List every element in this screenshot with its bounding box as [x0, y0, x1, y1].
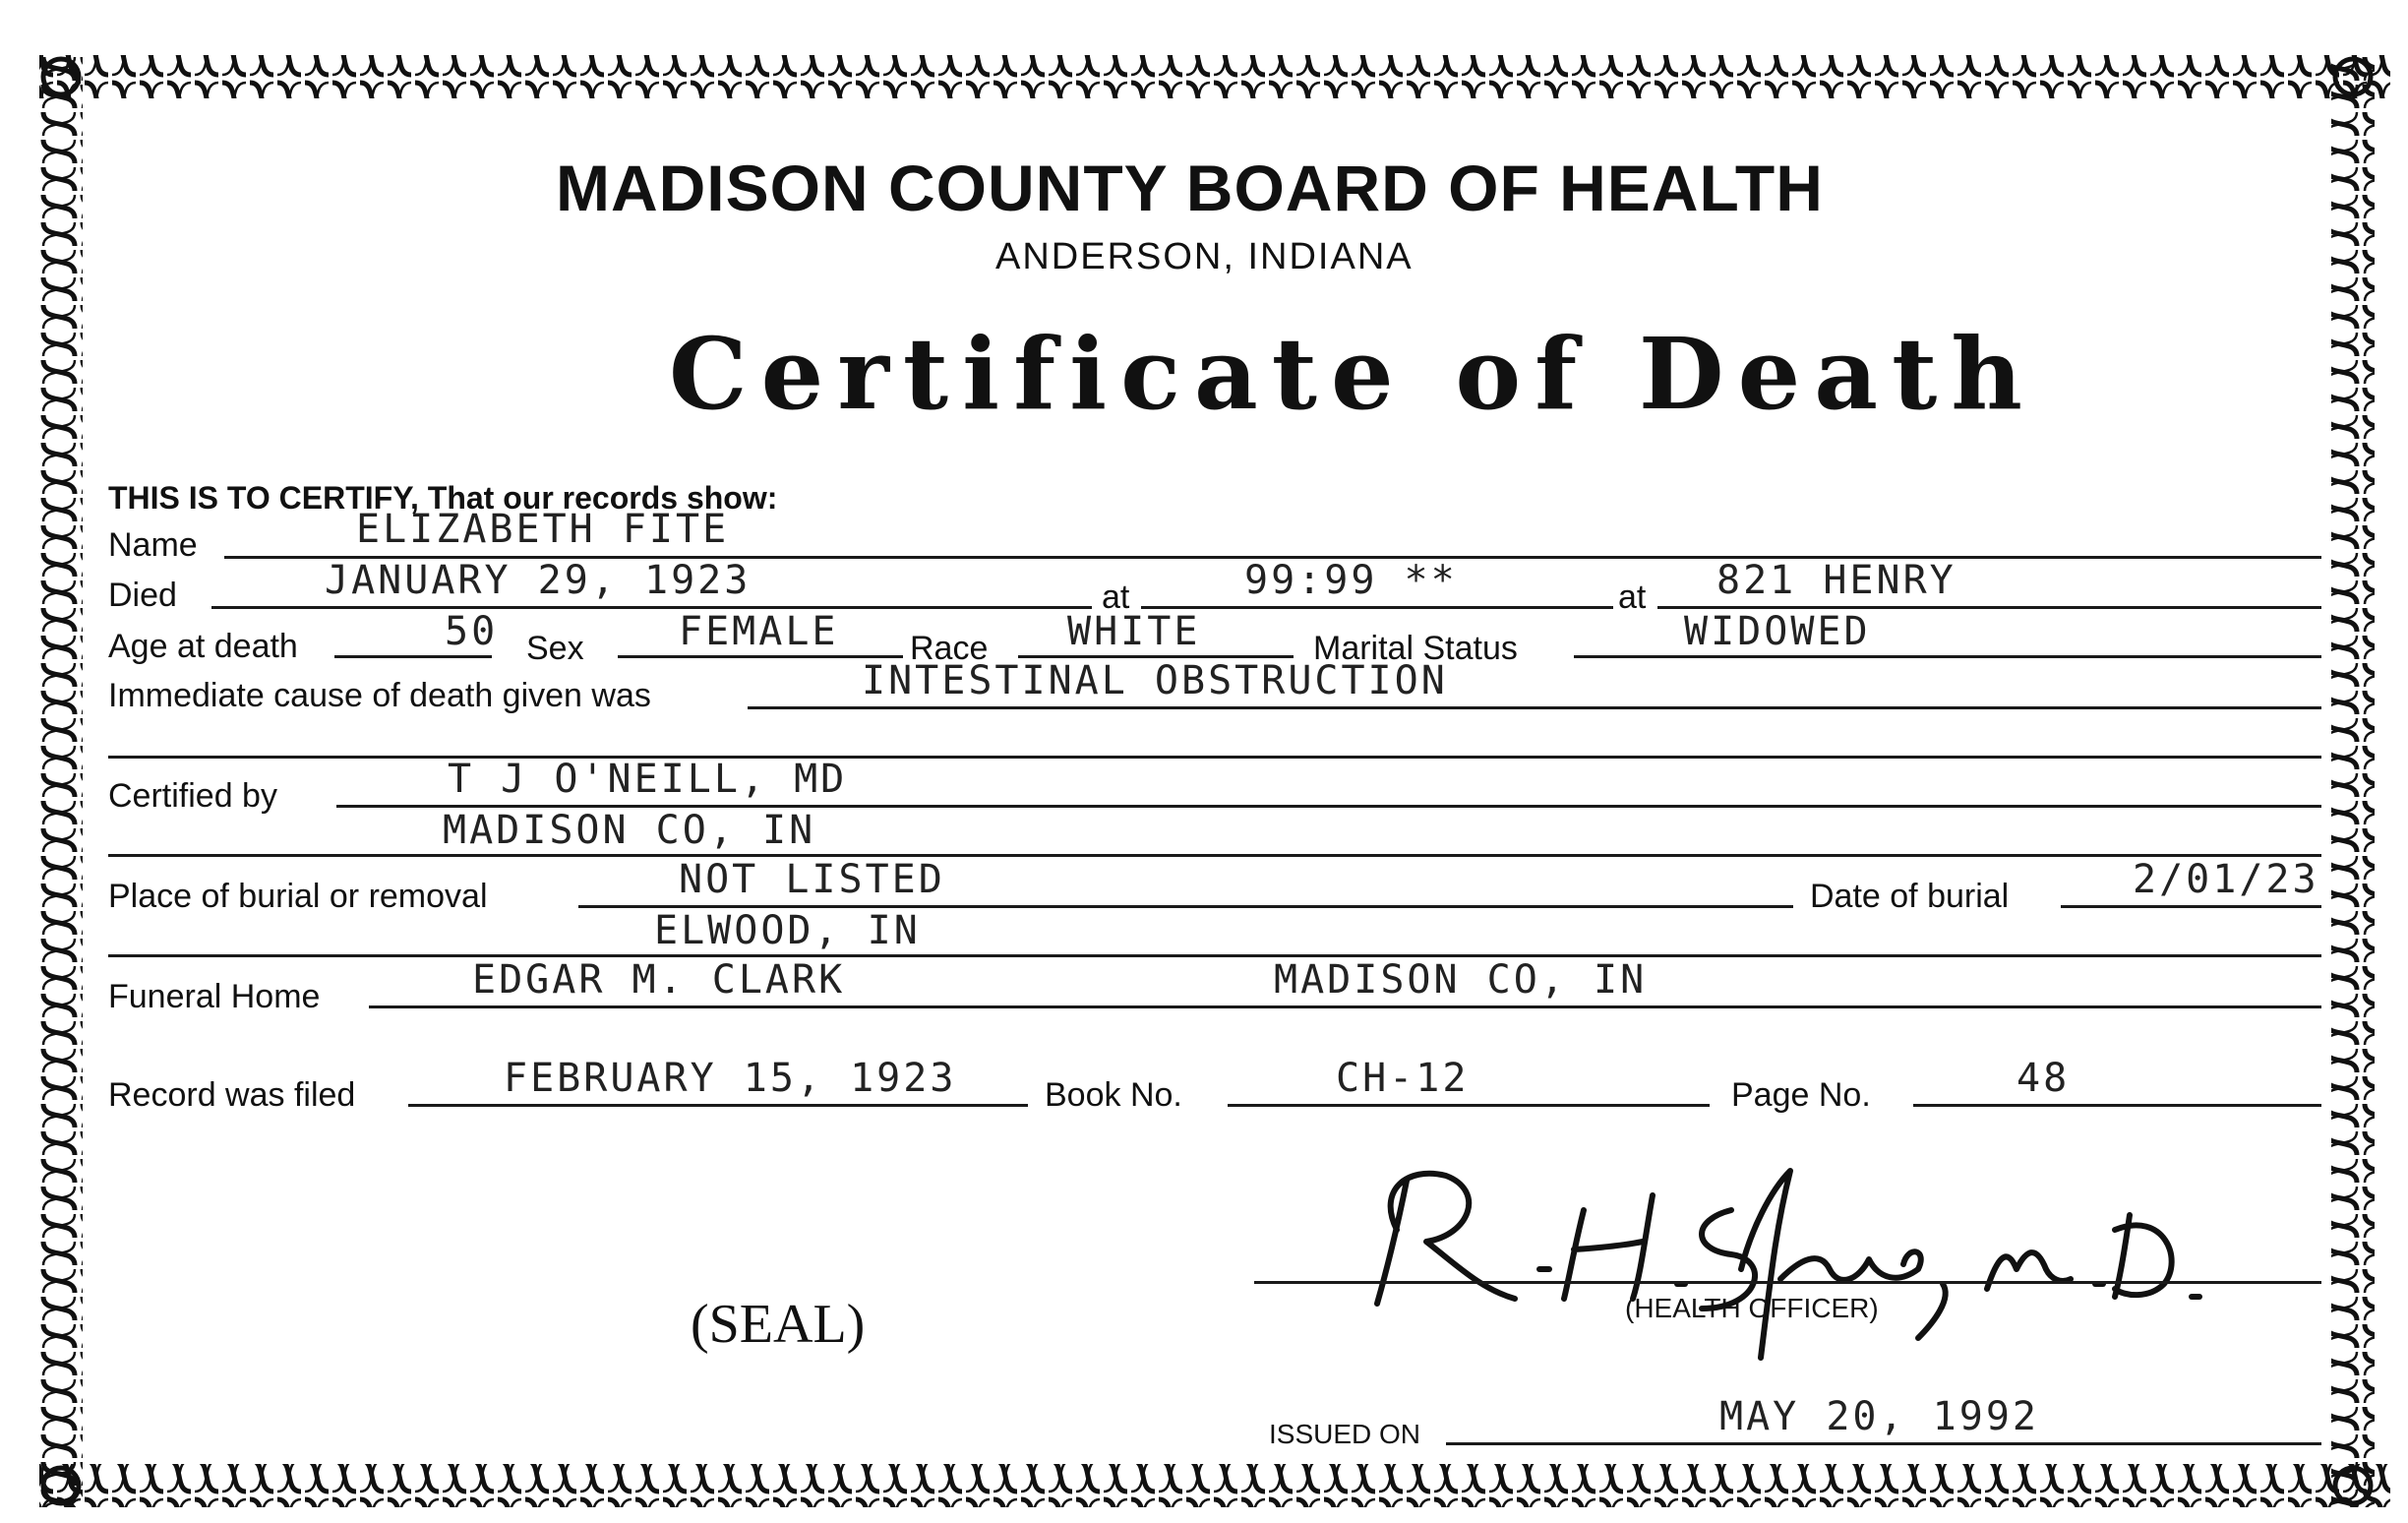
name-label: Name	[108, 526, 198, 564]
funeral-home-label: Funeral Home	[108, 978, 321, 1015]
issued-on-line	[1446, 1442, 2321, 1445]
name-value: ELIZABETH FITE	[356, 507, 730, 552]
certify-intro: THIS IS TO CERTIFY, That our records show:	[108, 480, 778, 516]
sex-label: Sex	[526, 630, 584, 667]
burial-location-value: ELWOOD, IN	[654, 908, 921, 953]
certifier-location-value: MADISON CO, IN	[443, 808, 816, 853]
age-label: Age at death	[108, 628, 298, 665]
issued-on-label: ISSUED ON	[1269, 1419, 1421, 1449]
cause-of-death-value: INTESTINAL OBSTRUCTION	[862, 658, 1448, 703]
burial-date-value: 2/01/23	[2133, 857, 2319, 902]
board-title: MADISON COUNTY BOARD OF HEALTH	[556, 152, 1824, 224]
sex-value: FEMALE	[679, 609, 839, 654]
board-location: ANDERSON, INDIANA	[995, 236, 1414, 277]
date-of-death-value: JANUARY 29, 1923	[325, 558, 752, 603]
health-officer-label: (HEALTH OFFICER)	[1625, 1293, 1879, 1323]
book-no-label: Book No.	[1045, 1076, 1182, 1114]
place-at-label: at	[1618, 579, 1647, 616]
age-value: 50	[445, 609, 499, 654]
time-at-label: at	[1102, 579, 1130, 616]
seal-label: (SEAL)	[691, 1294, 866, 1355]
burial-place-value: NOT LISTED	[679, 857, 945, 902]
burial-date-label: Date of burial	[1810, 878, 2010, 915]
certified-by-value: T J O'NEILL, MD	[448, 757, 848, 802]
funeral-home-value: EDGAR M. CLARK	[472, 957, 846, 1003]
burial-place-label: Place of burial or removal	[108, 878, 488, 915]
issued-on-value: MAY 20, 1992	[1719, 1394, 2039, 1439]
page-no-label: Page No.	[1731, 1076, 1871, 1114]
place-of-death-value: 821 HENRY	[1716, 558, 1956, 603]
marital-status-value: WIDOWED	[1684, 609, 1871, 654]
book-no-value: CH-12	[1336, 1056, 1470, 1101]
page-no-value: 48	[2017, 1056, 2071, 1101]
time-of-death-value: 99:99 **	[1244, 558, 1458, 603]
died-label: Died	[108, 577, 177, 614]
race-value: WHITE	[1067, 609, 1201, 654]
race-label: Race	[910, 630, 989, 667]
record-filed-value: FEBRUARY 15, 1923	[504, 1056, 957, 1101]
certificate-title: Certificate of Death	[669, 316, 2036, 432]
certified-by-label: Certified by	[108, 777, 277, 815]
marital-status-label: Marital Status	[1313, 630, 1518, 667]
cause-label: Immediate cause of death given was	[108, 677, 651, 714]
record-filed-label: Record was filed	[108, 1076, 356, 1114]
health-officer-line	[1254, 1281, 2321, 1284]
funeral-home-location-value: MADISON CO, IN	[1274, 957, 1648, 1003]
